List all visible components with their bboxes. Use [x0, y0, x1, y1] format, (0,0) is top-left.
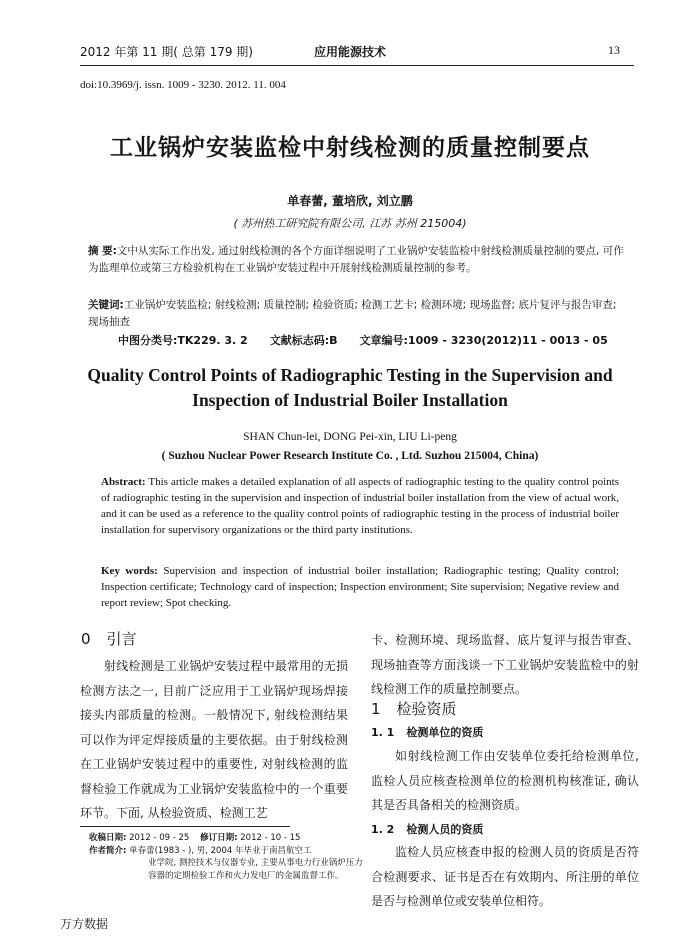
section-heading-introduction	[81, 628, 137, 649]
footnote-bio: 作者简介: 单春蕾(1983 - ), 男, 2004 年毕业于南昌航空工	[89, 845, 312, 856]
affiliation-english: ( Suzhou Nuclear Power Research Institute Co. , Ltd. Suzhou 215004, China)	[161, 450, 539, 462]
section-number: 1	[371, 700, 381, 718]
keywords-label-english: Key words:	[101, 565, 158, 577]
section-title: 检验资质	[396, 700, 457, 718]
abstract-english	[101, 474, 619, 538]
header-journal: 应用能源技术	[313, 45, 386, 59]
section-title: 引言	[106, 630, 137, 648]
abstract-text-chinese: 文中从实际工作出发, 通过射线检测的各个方面详细说明了工业锅炉安装监检中射线检测质量控制的要点, 可作为监理单位或第三方检验机构在工业锅炉安装过程中开展射线检测质量控制的参考。	[88, 245, 624, 274]
header-rule	[80, 65, 634, 66]
abstract-chinese	[88, 243, 624, 277]
classification-line	[118, 332, 630, 348]
section-heading-qualification	[371, 698, 457, 719]
authors-chinese: 单春蕾, 董培欣, 刘立鹏	[287, 194, 413, 208]
abstract-label-english: Abstract:	[101, 476, 146, 488]
keywords-label-chinese: 关键词:	[88, 299, 124, 311]
article-number: 文章编号:1009 - 3230(2012)11 - 0013 - 05	[359, 334, 608, 347]
intro-paragraph-continued: 卡、检测环境、现场监督、底片复评与报告审查、现场抽查等方面浅谈一下工业锅炉安装监检中的射线检测工作的质量控制要点。	[371, 633, 639, 696]
footnote-bio-continued: 业学院, 测控技术与仪器专业, 主要从事电力行业锅炉压力容器的定期检验工作和火力发电厂的金属监督工作。	[148, 858, 363, 881]
document-code: 文献标志码:B	[269, 334, 338, 347]
header-issue: 2012 年第 11 期( 总第 179 期)	[80, 45, 253, 59]
subsection-heading-unit: 1. 1 检测单位的资质	[371, 726, 484, 739]
paragraph-personnel-qualification: 监检人员应核查申报的检测人员的资质是否符合检测要求、证书是否在有效期内、所注册的单位是否与检测单位或安装单位相符。	[371, 845, 639, 908]
paragraph-unit-qualification: 如射线检测工作由安装单位委托给检测单位, 监检人员应核查检测单位的检测机构核准证, 确认其是否具备相关的检测资质。	[371, 749, 639, 812]
watermark: 万方数据	[60, 917, 109, 931]
section-number: 0	[81, 630, 91, 648]
keywords-text-english: Supervision and inspection of industrial boiler installation; Radiographic testing; Quality control; Inspection certificate; Technology card of inspection; Inspection environment; Site supervision; Negative review and report review; Spot checking.	[101, 565, 620, 609]
title-chinese: 工业锅炉安装监检中射线检测的质量控制要点	[110, 135, 590, 161]
header-page-number: 13	[608, 43, 620, 57]
title-english: Quality Control Points of Radiographic Testing in the Supervision and Inspection of Industrial Boiler Installation	[87, 365, 613, 410]
subsection-heading-personnel: 1. 2 检测人员的资质	[371, 823, 484, 836]
footnote-rule	[80, 826, 290, 827]
clc-number: 中图分类号:TK229. 3. 2	[118, 334, 248, 347]
authors-english: SHAN Chun-lei, DONG Pei-xin, LIU Li-peng	[243, 431, 457, 443]
keywords-text-chinese: 工业锅炉安装监检; 射线检测; 质量控制; 检验资质; 检测工艺卡; 检测环境; 现场监督; 底片复评与报告审查; 现场抽查	[88, 299, 617, 328]
intro-paragraph: 射线检测是工业锅炉安装过程中最常用的无损检测方法之一, 目前广泛应用于工业锅炉现场焊接接头内部质量的检测。一般情况下, 射线检测结果可以作为评定焊接质量的主要依据。由于射线检测在工业锅炉安装过程中的重要性, 对射线检测的监督检验工作就成为工业锅炉安装监检中的一个重要环节。下面, 从检验资质、检测工艺	[80, 659, 348, 820]
abstract-text-english: This article makes a detailed explanation of all aspects of radiographic testing to the quality control points of radiographic testing in the supervision and inspection of industrial boiler installation from the view of actual work, and it can be used as a reference to the quality control points of radiographic testing in the process of industrial boiler installation for supervisory organizations or the third party institutions.	[101, 476, 619, 536]
affiliation-chinese: ( 苏州热工研究院有限公司, 江苏 苏州 215004)	[233, 217, 467, 230]
abstract-label-chinese: 摘 要:	[88, 245, 117, 257]
keywords-chinese	[88, 297, 624, 331]
footnote	[89, 832, 369, 882]
footnote-dates: 收稿日期: 2012 - 09 - 25 修订日期: 2012 - 10 - 15	[89, 833, 301, 843]
keywords-english	[101, 563, 619, 611]
doi: doi:10.3969/j. issn. 1009 - 3230. 2012. 11. 004	[80, 79, 286, 91]
